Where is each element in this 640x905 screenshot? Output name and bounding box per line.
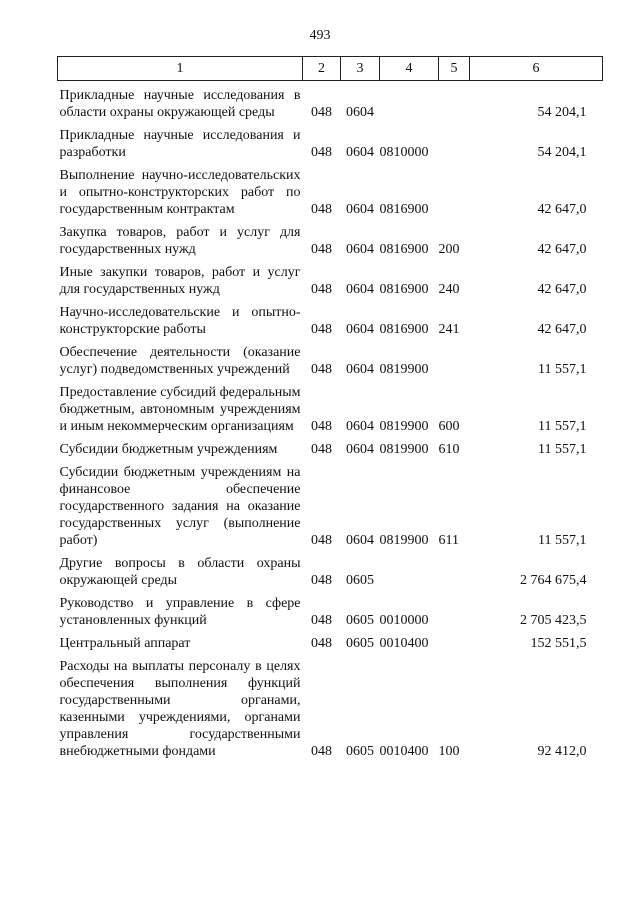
row-label: Прикладные научные исследования и разработки — [59, 128, 301, 160]
cell-c5: 241 — [438, 322, 460, 337]
table-row — [58, 458, 603, 549]
cell-c6: 11 557,1 — [538, 362, 587, 377]
budget-table — [57, 56, 603, 760]
table-row — [58, 218, 603, 258]
cell-c3: 0604 — [346, 533, 374, 548]
cell-c4: 0816900 — [379, 322, 429, 337]
table-row — [58, 378, 603, 435]
table-row — [58, 161, 603, 218]
cell-c4: 0010000 — [379, 613, 429, 628]
cell-c3: 0605 — [346, 636, 374, 651]
table-row — [58, 652, 603, 760]
cell-c6: 2 705 423,5 — [520, 613, 587, 628]
row-label: Выполнение научно-исследовательских и опытно-конструкторских работ по государственным контрактам — [59, 168, 301, 217]
row-label: Предоставление субсидий федеральным бюджетным, автономным учреждениям и иным некоммерческим организациям — [59, 385, 301, 434]
column-header-6: 6 — [470, 57, 603, 81]
cell-c4: 0816900 — [379, 282, 429, 297]
row-label: Другие вопросы в области охраны окружающей среды — [59, 556, 301, 588]
cell-c3: 0604 — [346, 362, 374, 377]
cell-c5 — [439, 629, 470, 652]
cell-c5: 610 — [438, 442, 460, 457]
row-label: Расходы на выплаты персоналу в целях обеспечения выполнения функций государственными органами, казенными учреждениями, органами управления государственными внебюджетными фондами — [59, 659, 301, 759]
column-header-3: 3 — [341, 57, 380, 81]
cell-c3: 0604 — [346, 442, 374, 457]
cell-c4: 0010400 — [379, 744, 429, 759]
cell-c4: 0819900 — [379, 362, 429, 377]
row-label: Центральный аппарат — [59, 636, 191, 651]
cell-c2: 048 — [311, 105, 332, 120]
cell-c3: 0604 — [346, 322, 374, 337]
cell-c6: 2 764 675,4 — [520, 573, 587, 588]
row-label: Прикладные научные исследования в области охраны окружающей среды — [59, 88, 301, 120]
column-header-5: 5 — [439, 57, 470, 81]
table-row — [58, 435, 603, 458]
column-header-1: 1 — [58, 57, 303, 81]
cell-c4: 0816900 — [379, 242, 429, 257]
cell-c6: 11 557,1 — [538, 533, 587, 548]
table-row — [58, 338, 603, 378]
cell-c3: 0604 — [346, 282, 374, 297]
cell-c3: 0605 — [346, 613, 374, 628]
row-label: Обеспечение деятельности (оказание услуг) подведомственных учреждений — [59, 345, 301, 377]
cell-c4 — [380, 549, 439, 589]
table-row — [58, 121, 603, 161]
row-label: Закупка товаров, работ и услуг для государственных нужд — [59, 225, 301, 257]
cell-c3: 0604 — [346, 105, 374, 120]
row-label: Руководство и управление в сфере установленных функций — [59, 596, 301, 628]
table-row — [58, 549, 603, 589]
cell-c2: 048 — [311, 442, 332, 457]
cell-c3: 0605 — [346, 744, 374, 759]
cell-c2: 048 — [311, 145, 332, 160]
cell-c5 — [439, 549, 470, 589]
cell-c5: 600 — [438, 419, 460, 434]
cell-c2: 048 — [311, 573, 332, 588]
cell-c4: 0819900 — [379, 419, 429, 434]
row-label: Иные закупки товаров, работ и услуг для государственных нужд — [59, 265, 301, 297]
cell-c6: 11 557,1 — [538, 442, 587, 457]
cell-c6: 54 204,1 — [537, 105, 587, 120]
cell-c3: 0604 — [346, 419, 374, 434]
cell-c2: 048 — [311, 242, 332, 257]
cell-c5: 100 — [438, 744, 460, 759]
cell-c6: 42 647,0 — [537, 322, 587, 337]
cell-c5: 200 — [438, 242, 460, 257]
cell-c6: 42 647,0 — [537, 242, 587, 257]
cell-c3: 0604 — [346, 145, 374, 160]
cell-c4 — [380, 81, 439, 122]
column-header-4: 4 — [380, 57, 439, 81]
cell-c5 — [439, 161, 470, 218]
table-header — [58, 57, 603, 81]
cell-c5: 240 — [438, 282, 460, 297]
cell-c2: 048 — [311, 744, 332, 759]
cell-c4: 0010400 — [379, 636, 429, 651]
cell-c3: 0604 — [346, 202, 374, 217]
cell-c5 — [439, 589, 470, 629]
page-number: 493 — [309, 28, 331, 43]
row-label: Научно-исследовательские и опытно-конструкторские работы — [59, 305, 301, 337]
cell-c4: 0816900 — [379, 202, 429, 217]
cell-c2: 048 — [311, 613, 332, 628]
cell-c3: 0604 — [346, 242, 374, 257]
cell-c2: 048 — [311, 362, 332, 377]
cell-c5 — [439, 121, 470, 161]
cell-c6: 152 551,5 — [530, 636, 587, 651]
cell-c6: 92 412,0 — [537, 744, 587, 759]
table-row — [58, 298, 603, 338]
cell-c3: 0605 — [346, 573, 374, 588]
cell-c5 — [439, 81, 470, 122]
table-row — [58, 81, 603, 122]
cell-c2: 048 — [311, 419, 332, 434]
cell-c2: 048 — [311, 282, 332, 297]
cell-c4: 0810000 — [379, 145, 429, 160]
cell-c6: 11 557,1 — [538, 419, 587, 434]
row-label: Субсидии бюджетным учреждениям на финансовое обеспечение государственного задания на оказание государственных услуг (выполнение работ) — [59, 465, 301, 548]
column-header-2: 2 — [303, 57, 341, 81]
table-body — [58, 81, 603, 761]
cell-c5 — [439, 338, 470, 378]
cell-c2: 048 — [311, 322, 332, 337]
row-label: Субсидии бюджетным учреждениям — [59, 442, 278, 457]
cell-c6: 42 647,0 — [537, 282, 587, 297]
cell-c4: 0819900 — [379, 442, 429, 457]
table-row — [58, 258, 603, 298]
cell-c6: 54 204,1 — [537, 145, 587, 160]
cell-c6: 42 647,0 — [537, 202, 587, 217]
table-row — [58, 629, 603, 652]
table-row — [58, 589, 603, 629]
cell-c2: 048 — [311, 636, 332, 651]
cell-c2: 048 — [311, 533, 332, 548]
cell-c5: 611 — [438, 533, 459, 548]
cell-c2: 048 — [311, 202, 332, 217]
cell-c4: 0819900 — [379, 533, 429, 548]
